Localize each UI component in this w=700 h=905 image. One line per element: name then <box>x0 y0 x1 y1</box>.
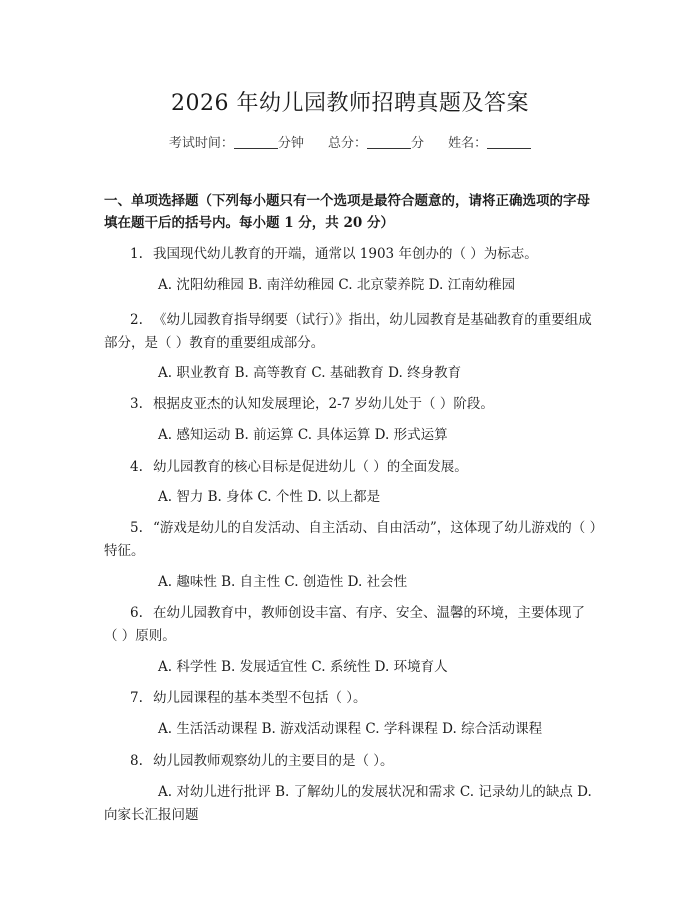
name-field <box>448 136 531 151</box>
question-number: 7. <box>130 690 143 706</box>
exam-time-field <box>169 136 308 151</box>
page-title: 2026 年幼儿园教师招聘真题及答案 <box>171 91 529 116</box>
name-blank <box>487 136 531 149</box>
question-8 <box>104 750 598 773</box>
question-number: 5. <box>130 520 143 536</box>
question-7-options: A. 生活活动课程 B. 游戏活动课程 C. 学科课程 D. 综合活动课程 <box>158 721 543 737</box>
question-5 <box>104 517 598 563</box>
question-3-options: A. 感知运动 B. 前运算 C. 具体运算 D. 形式运算 <box>158 427 448 443</box>
total-score-label: 总分： <box>327 136 367 151</box>
exam-meta-line <box>0 132 700 151</box>
exam-time-unit: 分钟 <box>277 136 304 151</box>
total-score-field <box>328 136 428 151</box>
section-heading: 一、单项选择题（下列每小题只有一个选项是最符合题意的，请将正确选项的字母填在题干后的括号内。每小题 1 分，共 20 分） <box>104 193 590 231</box>
question-number: 2. <box>130 312 143 328</box>
question-stem: 根据皮亚杰的认知发展理论，2-7 岁幼儿处于（ ）阶段。 <box>153 396 494 412</box>
question-6 <box>104 602 598 648</box>
question-stem: 在幼儿园教育中，教师创设丰富、有序、安全、温馨的环境，主要体现了（ ）原则。 <box>104 605 585 644</box>
total-score-blank <box>367 136 411 149</box>
question-number: 4. <box>130 459 143 475</box>
question-stem: 我国现代幼儿教育的开端，通常以 1903 年创办的（ ）为标志。 <box>153 246 538 262</box>
question-6-options: A. 科学性 B. 发展适宜性 C. 系统性 D. 环境育人 <box>158 659 448 675</box>
question-4 <box>104 456 598 479</box>
exam-time-label: 考试时间： <box>168 136 234 151</box>
question-4-options: A. 智力 B. 身体 C. 个性 D. 以上都是 <box>158 489 381 505</box>
question-stem: 幼儿园教育的核心目标是促进幼儿（ ）的全面发展。 <box>153 459 468 475</box>
question-2-options: A. 职业教育 B. 高等教育 C. 基础教育 D. 终身教育 <box>158 365 462 381</box>
question-stem: 《幼儿园教育指导纲要（试行）》指出，幼儿园教育是基础教育的重要组成部分，是（ ）教育的重要组成部分。 <box>104 312 592 351</box>
question-1-options: A. 沈阳幼稚园 B. 南洋幼稚园 C. 北京蒙养院 D. 江南幼稚园 <box>158 277 516 293</box>
question-5-options: A. 趣味性 B. 自主性 C. 创造性 D. 社会性 <box>158 574 408 590</box>
question-stem: 幼儿园课程的基本类型不包括（ ）。 <box>153 690 367 706</box>
question-2 <box>104 309 598 355</box>
question-1 <box>104 243 598 266</box>
total-score-unit: 分 <box>411 136 425 151</box>
exam-time-blank <box>234 136 278 149</box>
question-stem: “游戏是幼儿的自发活动、自主活动、自由活动”，这体现了幼儿游戏的（ ）特征。 <box>104 520 597 559</box>
question-stem: 幼儿园教师观察幼儿的主要目的是（ ）。 <box>153 753 394 769</box>
question-number: 8. <box>130 753 143 769</box>
name-label: 姓名： <box>448 136 488 151</box>
question-7 <box>104 687 598 710</box>
question-number: 6. <box>130 605 143 621</box>
question-number: 3. <box>130 396 143 412</box>
question-8-options: A. 对幼儿进行批评 B. 了解幼儿的发展状况和需求 C. 记录幼儿的缺点 D. 向家长汇报问题 <box>104 784 592 823</box>
question-number: 1. <box>130 246 143 262</box>
question-3 <box>104 393 598 416</box>
